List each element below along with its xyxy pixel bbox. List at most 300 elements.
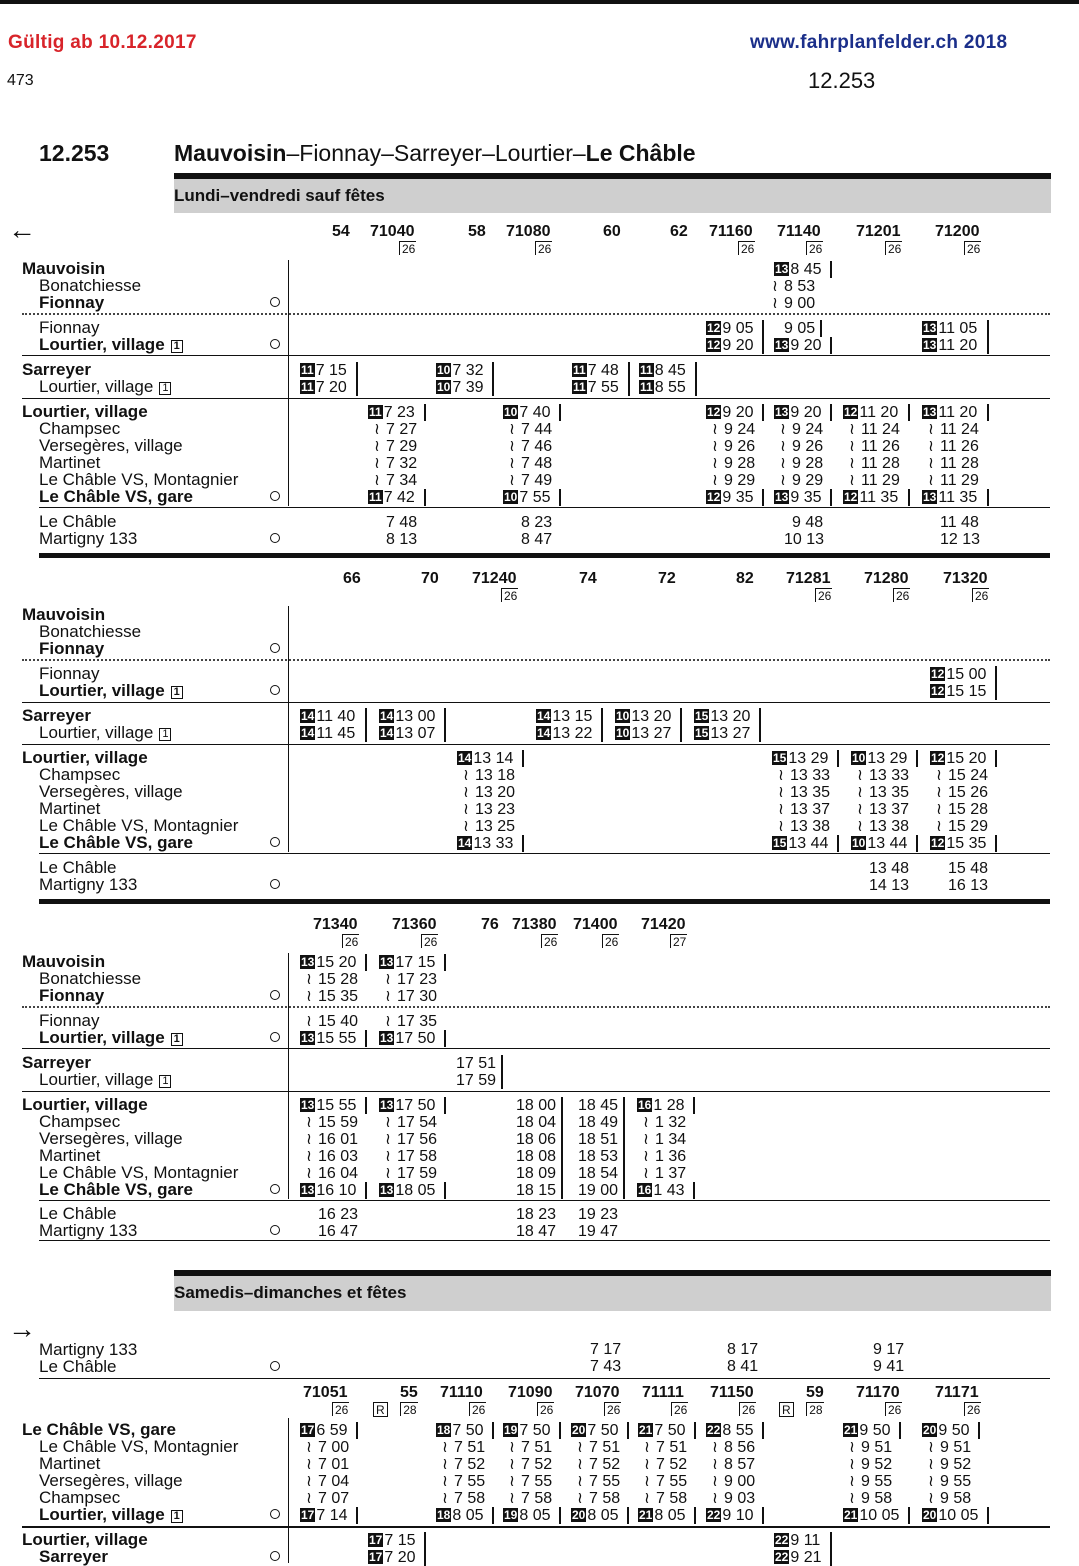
departure-time: [843, 405, 898, 421]
time-value: 13 38: [869, 818, 910, 835]
group-marker: 22: [707, 1423, 721, 1437]
departure-time: [869, 878, 909, 894]
time-value: 17 58: [397, 1148, 438, 1165]
departure-time: [724, 422, 755, 438]
station-chable-gare: Le Châble VS, gare: [39, 487, 193, 506]
route-tilde: ≀: [385, 971, 391, 988]
divider: [22, 1048, 1050, 1049]
departure-time: [475, 819, 515, 835]
group-marker: 14: [537, 726, 551, 740]
time-value: 8 53: [784, 278, 816, 295]
departure-time: [655, 1132, 686, 1148]
time-separator: [501, 1055, 503, 1072]
time-separator: [987, 1507, 989, 1524]
time-value: 13 29: [788, 750, 829, 767]
time-value: 8 56: [724, 1439, 756, 1456]
time-value: 15 35: [318, 988, 359, 1005]
time-value: 18 05: [395, 1182, 436, 1199]
stop-circle-icon: [270, 1361, 280, 1371]
course-number: 59: [806, 1384, 824, 1401]
block-rule: [39, 553, 1050, 558]
group-marker: 10: [616, 726, 630, 740]
time-value: 7 52: [656, 1456, 688, 1473]
route-tilde: ≀: [780, 438, 786, 455]
group-marker: 17: [369, 1533, 383, 1547]
departure-time: [792, 515, 823, 531]
time-separator: [995, 750, 997, 767]
station-mauvoisin: Mauvoisin: [22, 952, 106, 971]
time-value: 13 27: [631, 725, 672, 742]
time-value: 16 01: [318, 1131, 359, 1148]
route-tilde: ≀: [928, 472, 934, 489]
group-marker: 15: [695, 726, 709, 740]
time-separator: [987, 337, 989, 354]
departure-time: [727, 1359, 758, 1375]
route-tilde: ≀: [385, 1148, 391, 1165]
departure-time: [861, 1457, 892, 1473]
station-champsec: Champsec: [39, 765, 121, 784]
website-link[interactable]: www.fahrplanfelder.ch 2018: [750, 32, 1008, 53]
station-lourtier-village: Lourtier, village 1: [39, 1071, 171, 1088]
departure-time: [589, 1440, 620, 1456]
time-value: 15 20: [316, 954, 357, 971]
group-marker: 20: [923, 1423, 937, 1437]
departure-time: [386, 456, 417, 472]
route-tilde: ≀: [644, 1490, 650, 1507]
route-tilde: ≀: [643, 1148, 649, 1165]
time-value: 7 40: [519, 404, 551, 421]
time-value: 15 20: [946, 750, 987, 767]
time-value: 11 48: [940, 514, 979, 531]
time-separator: [693, 1182, 695, 1199]
time-value: 9 58: [861, 1490, 893, 1507]
route-tilde: ≀: [509, 421, 515, 438]
stop-circle-icon: [270, 837, 280, 847]
time-separator: [628, 362, 630, 379]
time-value: 15 26: [948, 784, 989, 801]
course-attribute: 28: [400, 1402, 417, 1416]
course-attribute: 26: [602, 934, 619, 948]
route-tilde: ≀: [712, 438, 718, 455]
route-tilde: ≀: [463, 767, 469, 784]
section-weekdays: Lundi–vendredi sauf fêtes: [174, 173, 1051, 213]
time-separator: [759, 725, 761, 742]
time-separator: [830, 1532, 832, 1549]
time-value: 13 22: [552, 725, 593, 742]
departure-time: [589, 1457, 620, 1473]
route-tilde: ≀: [509, 1456, 515, 1473]
station-lourtier-village: Lourtier, village 1: [39, 378, 171, 395]
departure-time: [922, 1423, 970, 1439]
departure-time: [639, 363, 686, 379]
route-tilde: ≀: [306, 1114, 312, 1131]
time-value: 11 26: [940, 438, 979, 455]
route-tilde: ≀: [936, 801, 942, 818]
time-value: 1 32: [655, 1114, 687, 1131]
time-value: 9 52: [861, 1456, 893, 1473]
route-tilde: ≀: [778, 818, 784, 835]
departure-time: [300, 1031, 356, 1047]
station-le-chable: Le Châble: [39, 1204, 117, 1223]
departure-time: [300, 380, 347, 396]
route-tilde: ≀: [928, 1456, 934, 1473]
departure-time: [397, 989, 437, 1005]
group-marker: 20: [572, 1508, 586, 1522]
time-value: 9 20: [790, 337, 822, 354]
time-separator: [762, 404, 764, 421]
departure-time: [694, 726, 750, 742]
time-separator: [627, 1422, 629, 1439]
time-value: 9 05: [722, 320, 754, 337]
group-marker: 18: [437, 1423, 451, 1437]
time-value: 11 40: [316, 708, 356, 725]
route-tilde: ≀: [712, 455, 718, 472]
departure-time: [379, 1183, 435, 1199]
departure-time: [521, 532, 552, 548]
stop-circle-icon: [270, 297, 280, 307]
time-value: 17 51: [456, 1055, 497, 1072]
course-number: 71140: [777, 223, 821, 240]
group-marker: 12: [931, 684, 945, 698]
group-marker: 10: [504, 490, 518, 504]
group-marker: 12: [931, 836, 945, 850]
time-value: 7 58: [656, 1490, 688, 1507]
course-number: 71380: [512, 916, 557, 933]
time-value: 10 13: [784, 531, 825, 548]
group-marker: 11: [640, 380, 653, 394]
time-separator: [759, 708, 761, 725]
time-value: 7 46: [521, 438, 553, 455]
time-value: 7 39: [452, 379, 484, 396]
time-value: 13 44: [867, 835, 908, 852]
departure-time: [843, 490, 898, 506]
time-value: 15 48: [948, 860, 989, 877]
departure-time: [397, 1132, 437, 1148]
time-value: 11 29: [861, 472, 900, 489]
station-lourtier-village: Lourtier, village: [22, 1530, 148, 1549]
time-value: 15 29: [948, 818, 989, 835]
time-separator: [623, 1165, 625, 1182]
time-separator: [561, 1182, 563, 1199]
course-attribute: 26: [893, 588, 910, 602]
group-marker: 14: [458, 836, 472, 850]
departure-time: [774, 262, 822, 278]
course-attribute: 26: [604, 1402, 621, 1416]
departure-time: [706, 338, 754, 354]
departure-time: [861, 1474, 892, 1490]
station-bonatchiesse: Bonatchiesse: [39, 969, 142, 988]
time-value: 7 29: [386, 438, 418, 455]
station-lourtier-village: Lourtier, village: [22, 748, 148, 767]
time-value: 9 28: [724, 455, 756, 472]
departure-time: [521, 456, 552, 472]
course-attribute: 26: [469, 1402, 486, 1416]
group-marker: 14: [380, 726, 394, 740]
station-lourtier-village: Lourtier, village 1: [39, 724, 171, 741]
departure-time: [790, 785, 830, 801]
departure-time: [521, 422, 552, 438]
course-attribute: 26: [342, 934, 359, 948]
course-number: 71400: [573, 916, 618, 933]
time-value: 18 06: [516, 1131, 557, 1148]
time-value: 18 15: [516, 1182, 557, 1199]
group-marker: 13: [380, 1183, 394, 1197]
station-fionnay: Fionnay: [39, 318, 100, 337]
time-value: 1 37: [655, 1165, 687, 1182]
time-value: 11 35: [938, 489, 978, 506]
course-attribute: 26: [972, 588, 989, 602]
group-marker: 20: [572, 1423, 586, 1437]
direction-arrow-forward-icon: →: [8, 1313, 36, 1344]
time-separator: [830, 489, 832, 506]
group-marker: 13: [775, 262, 789, 276]
time-value: 7 55: [656, 1473, 688, 1490]
time-separator: [680, 725, 682, 742]
footnote-box-icon: 1: [171, 1510, 183, 1523]
departure-time: [792, 456, 823, 472]
time-separator: [559, 404, 561, 421]
time-value: 13 35: [790, 784, 831, 801]
time-value: 7 51: [521, 1439, 553, 1456]
course-number: 70: [421, 570, 439, 587]
route-tilde: ≀: [644, 1439, 650, 1456]
time-value: 14 13: [869, 877, 910, 894]
time-value: 9 52: [940, 1456, 972, 1473]
time-value: 9 24: [724, 421, 756, 438]
time-value: 7 50: [452, 1422, 484, 1439]
time-value: 15 28: [948, 801, 989, 818]
time-value: 11 24: [861, 421, 900, 438]
course-attribute: 26: [501, 588, 518, 602]
route-tilde: ≀: [849, 472, 855, 489]
departure-time: [638, 1508, 686, 1524]
time-separator: [830, 404, 832, 421]
departure-time: [784, 532, 824, 548]
time-value: 7 48: [587, 362, 619, 379]
departure-time: [843, 1423, 891, 1439]
departure-time: [940, 473, 979, 489]
departure-time: [578, 1183, 618, 1199]
departure-time: [397, 1149, 437, 1165]
time-value: 13 27: [710, 725, 751, 742]
departure-time: [706, 1508, 754, 1524]
time-separator: [694, 1422, 696, 1439]
time-value: 7 50: [519, 1422, 551, 1439]
time-value: 15 59: [318, 1114, 359, 1131]
route-tilde: ≀: [509, 1473, 515, 1490]
time-separator: [623, 1131, 625, 1148]
departure-time: [724, 439, 755, 455]
top-rule: [0, 0, 1079, 4]
time-value: 9 17: [873, 1341, 905, 1358]
course-number: 71200: [935, 223, 980, 240]
time-value: 7 23: [383, 404, 415, 421]
group-marker: 10: [437, 363, 451, 377]
time-value: 8 17: [727, 1341, 759, 1358]
course-number: 71160: [709, 223, 753, 240]
departure-time: [521, 439, 552, 455]
direction-arrow-back-icon: ←: [8, 214, 36, 245]
group-marker: 14: [380, 709, 394, 723]
departure-time: [397, 1014, 437, 1030]
time-separator: [444, 708, 446, 725]
footnote-box-icon: 1: [171, 340, 183, 353]
time-value: 19 23: [578, 1206, 619, 1223]
departure-time: [922, 321, 977, 337]
course-attribute: 26: [332, 1402, 349, 1416]
group-marker: 11: [301, 363, 314, 377]
time-value: 9 55: [940, 1473, 972, 1490]
departure-time: [578, 1166, 618, 1182]
time-value: 7 58: [589, 1490, 621, 1507]
time-value: 18 04: [516, 1114, 557, 1131]
time-value: 11 29: [940, 472, 979, 489]
departure-time: [922, 338, 977, 354]
departure-time: [397, 1166, 437, 1182]
route-tilde: ≀: [712, 421, 718, 438]
route-tilde: ≀: [936, 784, 942, 801]
time-value: 11 28: [940, 455, 979, 472]
departure-time: [656, 1440, 687, 1456]
route-tilde: ≀: [442, 1473, 448, 1490]
route-tilde: ≀: [306, 1013, 312, 1030]
departure-time: [386, 439, 417, 455]
time-value: 16 03: [318, 1148, 359, 1165]
time-value: 7 00: [318, 1439, 350, 1456]
time-separator: [916, 750, 918, 767]
departure-time: [784, 321, 815, 337]
time-value: 9 26: [792, 438, 824, 455]
time-value: 11 20: [938, 337, 978, 354]
departure-time: [694, 709, 750, 725]
station-fionnay: Fionnay: [39, 986, 105, 1005]
time-separator: [444, 1030, 446, 1047]
group-marker: 19: [504, 1423, 518, 1437]
column-rule: [288, 953, 289, 1199]
group-marker: 10: [504, 405, 518, 419]
departure-time: [318, 1014, 358, 1030]
route-tilde: ≀: [857, 818, 863, 835]
course-attribute: 26: [964, 241, 981, 255]
time-value: 7 58: [521, 1490, 553, 1507]
time-value: 18 54: [578, 1165, 619, 1182]
time-value: 18 00: [516, 1097, 557, 1114]
departure-time: [655, 1166, 686, 1182]
group-marker: 13: [923, 405, 937, 419]
route-tilde: ≀: [643, 1165, 649, 1182]
route-tilde: ≀: [778, 801, 784, 818]
time-value: 13 48: [869, 860, 910, 877]
time-separator: [492, 379, 494, 396]
time-value: 9 20: [790, 404, 822, 421]
time-value: 8 23: [521, 514, 553, 531]
departure-time: [656, 1474, 687, 1490]
departure-time: [869, 819, 909, 835]
station-le-chable: Le Châble: [39, 512, 117, 531]
departure-time: [792, 473, 823, 489]
time-value: 7 55: [521, 1473, 553, 1490]
footnote-box-icon: 1: [159, 382, 171, 395]
dotted-divider: [22, 1006, 1050, 1008]
departure-time: [475, 802, 515, 818]
departure-time: [318, 972, 358, 988]
time-value: 7 55: [519, 489, 551, 506]
time-value: 18 09: [516, 1165, 557, 1182]
group-marker: 14: [537, 709, 551, 723]
departure-time: [940, 515, 979, 531]
departure-time: [578, 1115, 618, 1131]
departure-time: [774, 405, 822, 421]
departure-time: [436, 1423, 484, 1439]
course-number: 55: [400, 1384, 418, 1401]
departure-time: [368, 405, 415, 421]
route-tilde: ≀: [306, 1473, 312, 1490]
time-value: 18 08: [516, 1148, 557, 1165]
time-value: 16 10: [316, 1182, 357, 1199]
group-marker: 13: [380, 1031, 394, 1045]
departure-time: [639, 380, 686, 396]
departure-time: [940, 456, 979, 472]
divider: [22, 398, 1050, 399]
departure-time: [456, 1073, 496, 1089]
time-value: 7 43: [590, 1358, 622, 1375]
group-marker: 11: [369, 490, 382, 504]
departure-time: [386, 422, 417, 438]
departure-time: [379, 1098, 435, 1114]
route-tilde: ≀: [928, 421, 934, 438]
departure-time: [503, 1423, 551, 1439]
divider: [39, 507, 1050, 508]
divider: [22, 744, 1050, 745]
route-tilde: ≀: [849, 438, 855, 455]
time-value: 13 33: [473, 835, 514, 852]
time-separator: [830, 1549, 832, 1566]
route-tilde: ≀: [442, 1456, 448, 1473]
route-tilde: ≀: [712, 1473, 718, 1490]
route-tilde: ≀: [577, 1473, 583, 1490]
group-marker: 13: [301, 1183, 315, 1197]
departure-time: [318, 1207, 358, 1223]
departure-time: [948, 785, 988, 801]
time-value: 9 20: [722, 404, 754, 421]
route-tilde: ≀: [306, 988, 312, 1005]
time-separator: [501, 1072, 503, 1089]
group-marker: 12: [931, 667, 945, 681]
route-tilde: ≀: [849, 1473, 855, 1490]
stop-circle-icon: [270, 879, 280, 889]
course-number: 71170: [856, 1384, 900, 1401]
time-value: 9 26: [724, 438, 756, 455]
time-separator: [601, 708, 603, 725]
stop-circle-icon: [270, 491, 280, 501]
time-value: 8 13: [386, 531, 418, 548]
time-value: 16 23: [318, 1206, 359, 1223]
departure-time: [578, 1207, 618, 1223]
reservation-flag: R: [779, 1402, 794, 1417]
divider: [39, 853, 1050, 854]
time-separator: [695, 362, 697, 379]
departure-time: [379, 726, 435, 742]
time-value: 9 11: [790, 1532, 821, 1549]
departure-time: [516, 1132, 556, 1148]
time-value: 11 20: [938, 404, 978, 421]
time-separator: [995, 666, 997, 683]
divider: [22, 1091, 1050, 1092]
departure-time: [724, 1474, 755, 1490]
time-value: 7 32: [452, 362, 484, 379]
course-number: 60: [603, 223, 621, 240]
departure-time: [873, 1342, 904, 1358]
